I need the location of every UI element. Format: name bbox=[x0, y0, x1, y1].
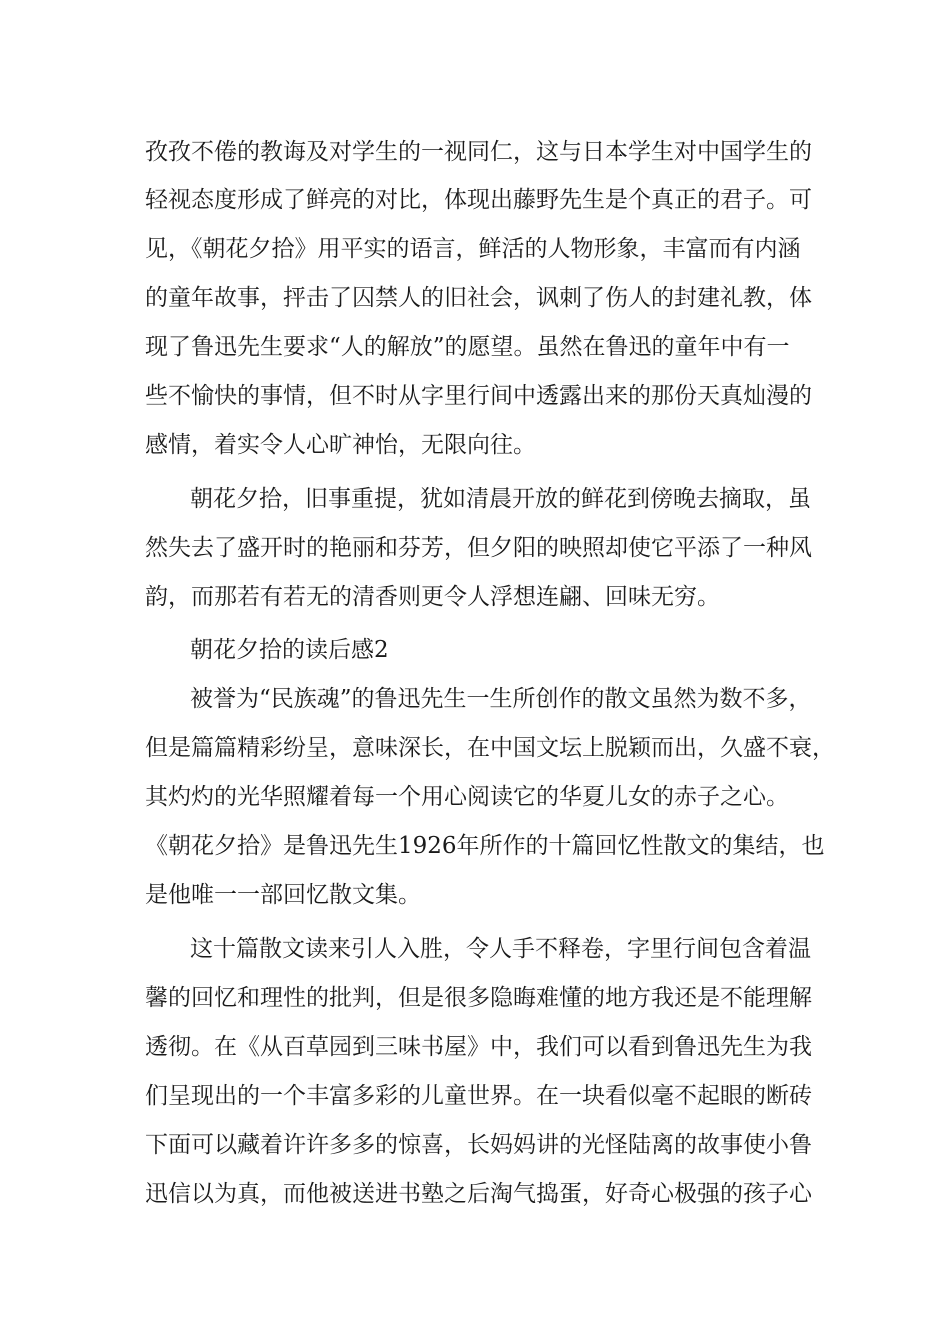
text-line: 其灼灼的光华照耀着每一个用心阅读它的华夏儿女的赤子之心。 bbox=[145, 784, 789, 810]
text-line: 是他唯一一部回忆散文集。 bbox=[145, 882, 421, 908]
text-line: 的童年故事，抨击了囚禁人的旧社会，讽刺了伤人的封建礼教，体 bbox=[145, 285, 812, 311]
text-line: 透彻。在《从百草园到三味书屋》中，我们可以看到鲁迅先生为我 bbox=[145, 1034, 812, 1060]
text-line: 孜孜不倦的教诲及对学生的一视同仁，这与日本学生对中国学生的 bbox=[145, 139, 812, 165]
text-line: 但是篇篇精彩纷呈，意味深长，在中国文坛上脱颖而出，久盛不衰， bbox=[145, 735, 835, 761]
text-line: 韵，而那若有若无的清香则更令人浮想连翩、回味无穷。 bbox=[145, 584, 720, 610]
text-line: 感情，着实令人心旷神怡，无限向往。 bbox=[145, 432, 536, 458]
text-line: 们呈现出的一个丰富多彩的儿童世界。在一块看似毫不起眼的断砖 bbox=[145, 1083, 812, 1109]
text-line: 下面可以藏着许许多多的惊喜，长妈妈讲的光怪陆离的故事使小鲁 bbox=[145, 1132, 812, 1158]
section-heading: 朝花夕拾的读后感2 bbox=[190, 637, 389, 663]
text-line: 《朝花夕拾》是鲁迅先生1926年所作的十篇回忆性散文的集结，也 bbox=[145, 833, 825, 859]
text-line: 迅信以为真，而他被送进书塾之后淘气捣蛋，好奇心极强的孩子心 bbox=[145, 1181, 812, 1207]
text-line: 然失去了盛开时的艳丽和芬芳，但夕阳的映照却使它平添了一种风 bbox=[145, 535, 812, 561]
paragraph-first-line: 这十篇散文读来引人入胜，令人手不释卷，字里行间包含着温 bbox=[190, 936, 811, 962]
text-line: 馨的回忆和理性的批判，但是很多隐晦难懂的地方我还是不能理解 bbox=[145, 985, 812, 1011]
text-line: 轻视态度形成了鲜亮的对比，体现出藤野先生是个真正的君子。可 bbox=[145, 187, 812, 213]
text-line: 些不愉快的事情，但不时从字里行间中透露出来的那份天真灿漫的 bbox=[145, 383, 812, 409]
paragraph-first-line: 被誉为“民族魂”的鲁迅先生一生所创作的散文虽然为数不多， bbox=[190, 686, 812, 712]
paragraph-first-line: 朝花夕拾，旧事重提，犹如清晨开放的鲜花到傍晚去摘取，虽 bbox=[190, 486, 811, 512]
text-line: 见，《朝花夕拾》用平实的语言，鲜活的人物形象，丰富而有内涵 bbox=[145, 236, 801, 262]
text-line: 现了鲁迅先生要求“人的解放”的愿望。虽然在鲁迅的童年中有一 bbox=[145, 334, 790, 360]
